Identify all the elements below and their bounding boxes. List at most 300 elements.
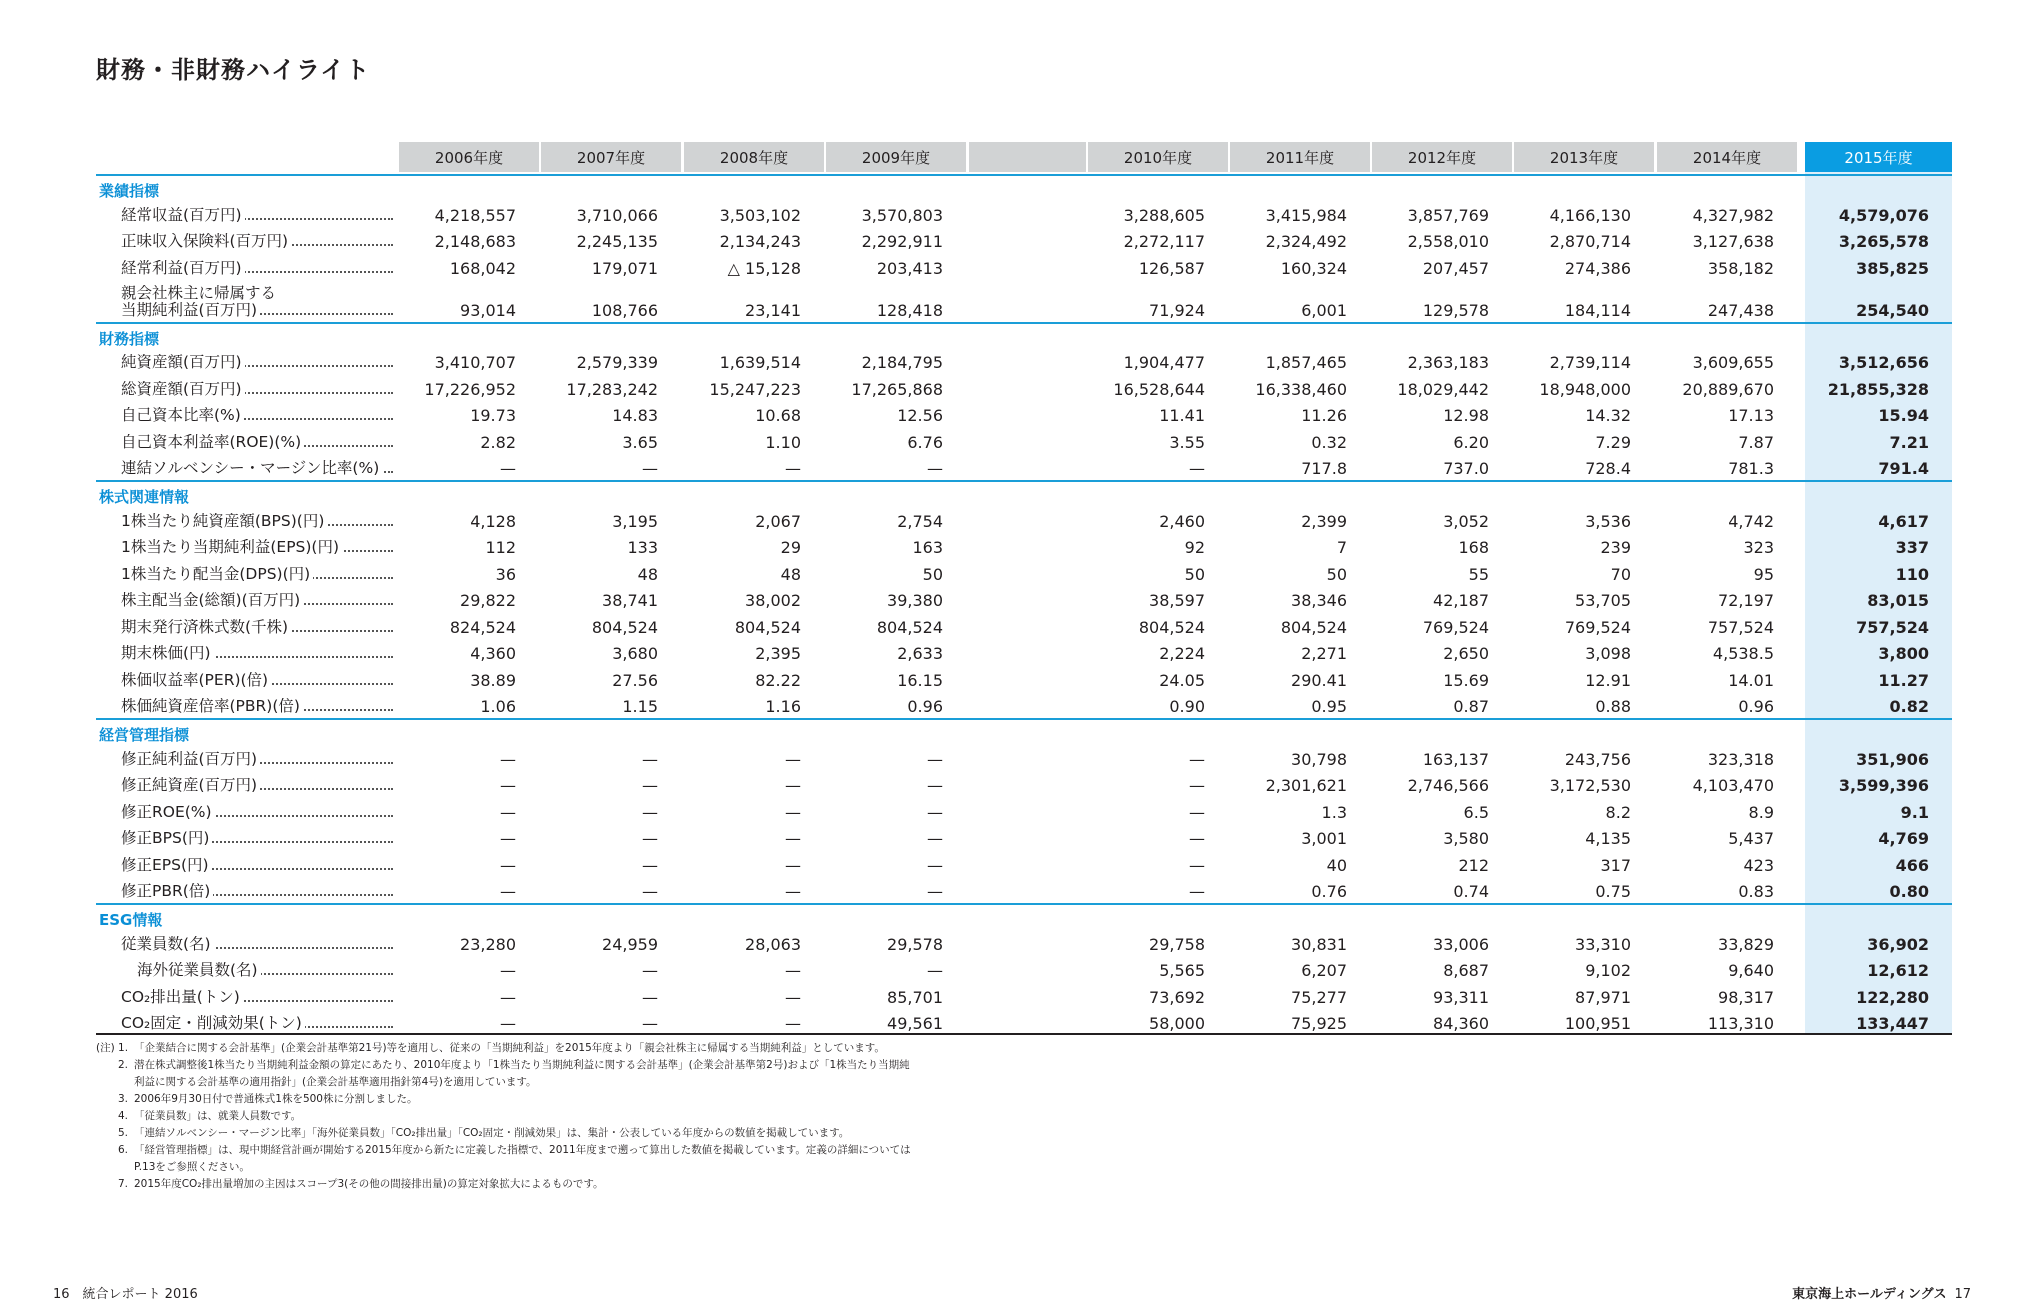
table-cell: 423 [1743,855,1774,875]
table-cell: 50 [1326,564,1347,584]
table-cell: 168 [1458,538,1489,557]
table-cell: 9,102 [1585,961,1631,980]
table-cell: 3,127,638 [1692,232,1774,251]
table-row [0,797,2025,824]
row-label [121,672,393,689]
table-row [0,612,2025,639]
table-cell: 4,742 [1728,511,1774,531]
table-row [0,586,2025,613]
table-cell: 728.4 [1585,459,1631,478]
table-cell: 3,503,102 [719,205,801,225]
table-cell: 3,800 [1878,644,1929,663]
table-cell: 9.1 [1900,802,1929,822]
table-cell: 3,710,066 [576,205,658,225]
table-row [0,824,2025,851]
table-cell: 33,006 [1433,934,1489,954]
table-cell: 247,438 [1707,300,1774,320]
section-header [96,718,1952,744]
table-cell: 6.5 [1463,802,1489,822]
table-row [0,771,2025,798]
table-cell: 6,001 [1301,300,1347,320]
table-cell: 29,578 [887,934,943,954]
table-cell: 30,831 [1291,934,1347,954]
table-row [0,280,2025,322]
row-label-text: 修正EPS(円) [121,857,212,874]
table-cell: — [642,802,658,822]
table-cell: 33,310 [1575,934,1631,954]
table-cell: 3,609,655 [1692,353,1774,372]
table-cell: 3,265,578 [1838,232,1929,251]
table-cell: 129,578 [1422,300,1489,320]
section-title: 株式関連情報 [99,488,190,506]
table-cell: 38.89 [470,670,516,690]
row-label [121,354,393,371]
table-cell: — [785,829,801,848]
table-cell: 2,301,621 [1265,776,1347,795]
table-cell: — [785,882,801,901]
table-cell: — [642,855,658,875]
table-row [0,533,2025,560]
table-cell: 3,288,605 [1123,205,1205,225]
table-cell: 58,000 [1149,1014,1205,1033]
table-cell: 11.27 [1878,670,1929,690]
table-cell: 781.3 [1728,459,1774,478]
row-label [121,777,393,794]
table-cell: 466 [1895,855,1929,875]
table-cell: 53,705 [1575,591,1631,610]
row-label [121,883,393,900]
table-cell: 4,103,470 [1692,776,1774,795]
year-header: 2006年度 [399,142,539,172]
row-label-text: 期末発行済株式数(千株) [121,619,291,636]
table-cell: — [642,459,658,478]
table-row [0,454,2025,481]
table-cell: 2,870,714 [1549,232,1631,251]
header-spacer [969,142,1086,172]
table-cell: 18,029,442 [1397,379,1489,399]
table-cell: 351,906 [1856,749,1929,769]
section-title: 経営管理指標 [99,726,190,744]
table-cell: — [642,987,658,1007]
table-cell: 92 [1184,538,1205,557]
table-cell: 358,182 [1707,258,1774,278]
table-cell: 7.29 [1595,432,1631,452]
table-cell: 323,318 [1707,749,1774,769]
table-cell: 757,524 [1707,617,1774,637]
table-cell: 317 [1600,855,1631,875]
table-cell: 163 [912,538,943,557]
footnotes [96,1040,996,1193]
table-row [0,374,2025,401]
table-cell: 29 [780,538,801,557]
table-cell: — [1189,459,1205,478]
table-cell: 2,224 [1159,644,1205,663]
table-cell: 6.20 [1453,432,1489,452]
table-row [0,877,2025,904]
table-cell: 17,265,868 [851,379,943,399]
table-cell: 254,540 [1856,300,1929,320]
row-label-text: 経常利益(百万円) [121,260,245,277]
year-header: 2010年度 [1088,142,1228,172]
table-cell: — [785,749,801,769]
table-cell: 2,739,114 [1549,353,1631,372]
table-cell: 3,172,530 [1549,776,1631,795]
table-cell: 42,187 [1433,591,1489,610]
table-cell: 274,386 [1564,258,1631,278]
table-cell: 39,380 [887,591,943,610]
table-cell: 7 [1336,538,1347,557]
row-label-text: 株主配当金(総額)(百万円) [121,592,303,609]
table-cell: — [785,776,801,795]
table-cell: 2,271 [1301,644,1347,663]
table-cell: 84,360 [1433,1014,1489,1033]
footnote-number: 4. [118,1110,129,1122]
table-cell: 4,769 [1878,829,1929,848]
table-cell: — [927,459,943,478]
table-cell: 4,617 [1878,511,1929,531]
year-header-row [0,142,2025,172]
table-cell: 3.55 [1169,432,1205,452]
table-cell: 1.16 [765,697,801,716]
row-label [121,645,393,662]
table-cell: 4,135 [1585,829,1631,848]
row-label [121,619,393,636]
table-cell: 2,272,117 [1123,232,1205,251]
table-cell: 3,599,396 [1838,776,1929,795]
table-cell: — [642,882,658,901]
table-cell: 48 [637,564,658,584]
table-cell: 3,536 [1585,511,1631,531]
table-cell: 95 [1753,564,1774,584]
table-row [0,639,2025,666]
table-cell: — [1189,882,1205,901]
table-row [0,227,2025,254]
table-cell: 0.32 [1311,432,1347,452]
footnote [96,1057,996,1091]
table-cell: 3,570,803 [861,205,943,225]
year-header: 2008年度 [684,142,824,172]
table-cell: — [1189,776,1205,795]
table-cell: 4,360 [470,644,516,663]
table-cell: 3,680 [612,644,658,663]
table-cell: 337 [1895,538,1929,557]
footnote-number: 3. [118,1093,129,1105]
footnote [96,1040,996,1057]
table-cell: — [642,776,658,795]
row-label-text: 経常収益(百万円) [121,207,245,224]
footnote-text: 潜在株式調整後1株当たり当期純利益金額の算定にあたり、2010年度より「1株当たり当期純利益に関する会計基準」(企業会計基準第2号)および「1株当たり当期純 利益に関する会計基準の適用指針」(企業会計基準適用指針第4号)を適用しています。 [134,1059,910,1088]
row-label [121,751,393,768]
table-cell: 98,317 [1718,987,1774,1007]
year-header: 2009年度 [826,142,966,172]
table-cell: 7.87 [1738,432,1774,452]
table-cell: 290.41 [1291,670,1347,690]
table-cell: 29,822 [460,591,516,610]
table-cell: 27.56 [612,670,658,690]
table-cell: 2,650 [1443,644,1489,663]
section-title: 財務指標 [99,329,160,348]
table-cell: 1,639,514 [719,353,801,372]
footnote [96,1125,996,1142]
table-cell: 126,587 [1138,258,1205,278]
row-label-text: 従業員数(名) [121,936,214,953]
table-cell: 38,002 [745,591,801,610]
row-label [121,434,393,451]
table-cell: 3,195 [612,511,658,531]
footnote [96,1108,996,1125]
year-header: 2011年度 [1230,142,1370,172]
table-cell: 8.9 [1748,802,1774,822]
table-cell: — [1189,749,1205,769]
table-row [0,200,2025,227]
footer-company: 東京海上ホールディングス [1792,1287,1947,1302]
year-header: 2012年度 [1372,142,1512,172]
row-label [121,698,393,715]
table-row [0,506,2025,533]
table-cell: 4,579,076 [1838,205,1929,225]
table-cell: 184,114 [1564,300,1631,320]
page-title: 財務・非財務ハイライト [96,56,371,84]
footnote-text: 「企業結合に関する会計基準」(企業会計基準第21号)等を適用し、従来の「当期純利益」を2015年度より「親会社株主に帰属する当期純利益」としています。 [134,1042,885,1054]
table-cell: 3.65 [622,432,658,452]
table-cell: 168,042 [449,258,516,278]
table-row [0,850,2025,877]
table-cell: 128,418 [876,300,943,320]
table-cell: 82.22 [755,670,801,690]
footnote [96,1091,996,1108]
table-cell: 769,524 [1564,617,1631,637]
table-cell: 93,311 [1433,987,1489,1007]
footnote-number: 6. [118,1144,129,1156]
footnote-number: 2. [118,1059,129,1071]
table-cell: 28,063 [745,934,801,954]
table-cell: 14.83 [612,406,658,425]
table-bottom-rule [96,1033,1952,1035]
table-cell: 7.21 [1889,432,1929,452]
table-cell: 2,292,911 [861,232,943,251]
row-label-text: 修正BPS(円) [121,830,212,847]
table-cell: 2,363,183 [1407,353,1489,372]
table-cell: 16,338,460 [1255,379,1347,399]
footer-right [1792,1283,1971,1302]
table-cell: 133 [627,538,658,557]
row-label-text: 親会社株主に帰属する 当期純利益(百万円) [121,284,277,319]
year-header: 2014年度 [1657,142,1797,172]
row-label-text: 1株当たり当期純利益(EPS)(円) [121,539,342,556]
table-cell: — [927,829,943,848]
table-cell: 0.90 [1169,697,1205,716]
row-label-text: 1株当たり配当金(DPS)(円) [121,566,313,583]
row-label-text: 株価純資産倍率(PBR)(倍) [121,698,303,715]
table-cell: 243,756 [1564,749,1631,769]
table-cell: 3,001 [1301,829,1347,848]
table-cell: 38,346 [1291,591,1347,610]
table-cell: 12.56 [897,406,943,425]
footnote-text: 2006年9月30日付で普通株式1株を500株に分割しました。 [134,1093,418,1105]
row-label [121,207,393,224]
table-cell: 207,457 [1422,258,1489,278]
row-label [121,233,393,250]
table-cell: 30,798 [1291,749,1347,769]
year-header: 2007年度 [541,142,681,172]
table-cell: — [927,855,943,875]
row-label-text: 1株当たり純資産額(BPS)(円) [121,513,327,530]
row-label-text: 自己資本利益率(ROE)(%) [121,434,304,451]
table-cell: 1.3 [1321,802,1347,822]
table-cell: 55 [1468,564,1489,584]
table-cell: 2,754 [897,511,943,531]
row-label [121,936,393,953]
table-cell: 15.69 [1443,670,1489,690]
row-label-text: 修正PBR(倍) [121,883,213,900]
row-label-text: 海外従業員数(名) [137,962,261,979]
table-cell: — [642,1014,658,1033]
table-cell: 50 [922,564,943,584]
row-label [121,566,393,583]
row-label-text: 修正純資産(百万円) [121,777,260,794]
table-cell: 16.15 [897,670,943,690]
table-cell: 2,148,683 [434,232,516,251]
row-label-text: 総資産額(百万円) [121,381,245,398]
table-cell: 87,971 [1575,987,1631,1007]
row-label-text: 正味収入保険料(百万円) [121,233,291,250]
table-cell: 20,889,670 [1682,379,1774,399]
table-cell: 75,277 [1291,987,1347,1007]
table-cell: 4,538.5 [1712,644,1774,663]
row-label [121,1015,393,1032]
table-cell: — [500,802,516,822]
table-cell: 0.80 [1889,882,1929,901]
table-cell: — [927,749,943,769]
table-cell: 824,524 [449,617,516,637]
table-row [0,982,2025,1009]
table-cell: △ 15,128 [727,258,801,278]
table-cell: 100,951 [1564,1014,1631,1033]
table-row [0,559,2025,586]
table-cell: 179,071 [591,258,658,278]
table-cell: 15.94 [1878,406,1929,425]
table-cell: 160,324 [1280,258,1347,278]
row-label [121,804,393,821]
table-cell: — [500,987,516,1007]
table-cell: 14.01 [1728,670,1774,690]
table-cell: 3,052 [1443,511,1489,531]
table-cell: 791.4 [1878,459,1929,478]
table-cell: 757,524 [1856,617,1929,637]
footnote-text: 「経営管理指標」は、現中期経営計画が開始する2015年度から新たに定義した指標で、2011年度まで遡って算出した数値を掲載しています。定義の詳細については P.13をご参照ください。 [134,1144,911,1173]
table-cell: 2,395 [755,644,801,663]
table-row [0,348,2025,375]
table-cell: — [500,1014,516,1033]
footnote [96,1176,996,1193]
table-cell: 71,924 [1149,300,1205,320]
table-cell: 17,226,952 [424,379,516,399]
table-cell: — [785,1014,801,1033]
table-cell: 36,902 [1867,934,1929,954]
section-header [96,903,1952,929]
table-cell: 323 [1743,538,1774,557]
footnote-text: 「従業員数」は、就業人員数です。 [134,1110,302,1122]
table-cell: 1,904,477 [1123,353,1205,372]
section-header [96,480,1952,506]
table-cell: 17.13 [1728,406,1774,425]
table-cell: 17,283,242 [566,379,658,399]
table-cell: 9,640 [1728,961,1774,980]
table-cell: — [927,961,943,980]
table-cell: 804,524 [734,617,801,637]
table-cell: 3,410,707 [434,353,516,372]
table-cell: 8,687 [1443,961,1489,980]
table-cell: 48 [780,564,801,584]
table-cell: — [1189,855,1205,875]
table-cell: — [500,961,516,980]
table-row [0,1009,2025,1036]
table-cell: 6,207 [1301,961,1347,980]
table-cell: — [500,776,516,795]
table-cell: 2,184,795 [861,353,943,372]
table-cell: 3,857,769 [1407,205,1489,225]
table-cell: 212 [1458,855,1489,875]
table-cell: 2,579,339 [576,353,658,372]
table-row [0,427,2025,454]
row-label-text: 期末株価(円) [121,645,214,662]
table-cell: 2.82 [480,432,516,452]
table-cell: 23,280 [460,934,516,954]
table-cell: 83,015 [1867,591,1929,610]
table-cell: 50 [1184,564,1205,584]
table-cell: 133,447 [1856,1014,1929,1033]
table-cell: 2,399 [1301,511,1347,531]
table-cell: 1.06 [480,697,516,716]
table-cell: 717.8 [1301,459,1347,478]
year-header: 2013年度 [1514,142,1654,172]
table-cell: 2,746,566 [1407,776,1489,795]
table-cell: 2,324,492 [1265,232,1347,251]
table-cell: 3,512,656 [1838,353,1929,372]
row-label-text: CO₂固定・削減効果(トン) [121,1015,305,1032]
table-cell: 1.10 [765,432,801,452]
table-cell: 108,766 [591,300,658,320]
row-label-text: 自己資本比率(%) [121,407,244,424]
table-cell: 122,280 [1856,987,1929,1007]
table-cell: 804,524 [876,617,943,637]
table-cell: 11.41 [1159,406,1205,425]
table-cell: 12.91 [1585,670,1631,690]
table-cell: 0.96 [1738,697,1774,716]
table-cell: 3,415,984 [1265,205,1347,225]
table-cell: — [500,855,516,875]
table-cell: 15,247,223 [709,379,801,399]
table-cell: 0.88 [1595,697,1631,716]
table-cell: 73,692 [1149,987,1205,1007]
table-row [0,401,2025,428]
table-cell: 12.98 [1443,406,1489,425]
highlight-table [0,174,2025,1035]
row-label-text: CO₂排出量(トン) [121,989,243,1006]
row-label-text: 修正純利益(百万円) [121,751,260,768]
table-cell: 23,141 [745,300,801,320]
table-cell: 4,128 [470,511,516,531]
table-row [0,692,2025,719]
table-cell: — [785,961,801,980]
row-label [121,989,393,1006]
table-cell: — [500,749,516,769]
row-label-text: 修正ROE(%) [121,804,215,821]
table-cell: 2,558,010 [1407,232,1489,251]
table-cell: 29,758 [1149,934,1205,954]
table-cell: — [642,829,658,848]
table-cell: 737.0 [1443,459,1489,478]
